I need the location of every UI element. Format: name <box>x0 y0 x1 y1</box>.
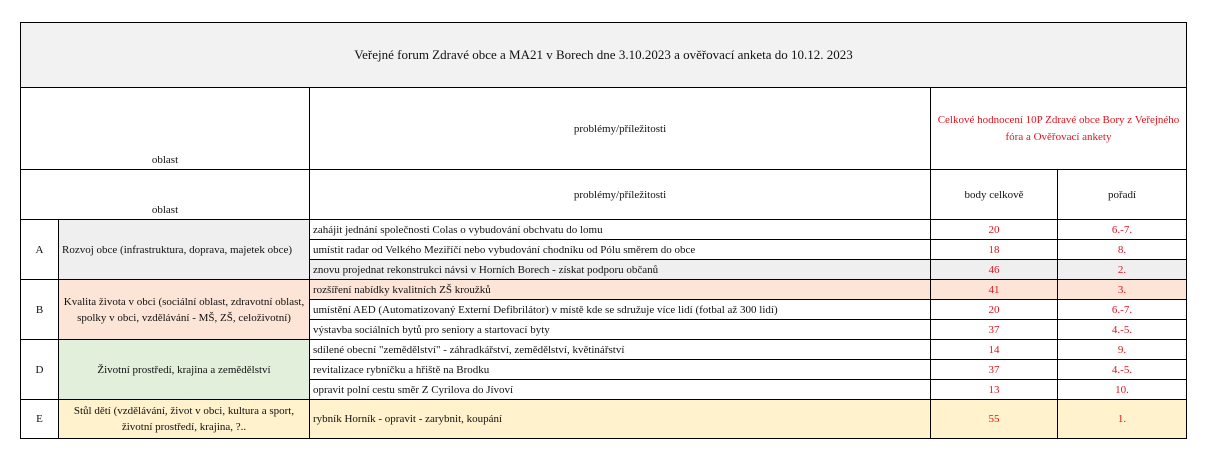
results-table <box>20 22 1187 439</box>
row-text: znovu projednat rekonstrukci návsi v Horních Borech - získat podporu občanů <box>310 260 931 280</box>
header-problemy-2: problémy/příležitosti <box>310 170 931 220</box>
header-row-1 <box>21 88 1187 170</box>
row-poradi: 6.-7. <box>1058 300 1187 320</box>
row-poradi: 2. <box>1058 260 1187 280</box>
table-row <box>21 400 1187 439</box>
row-body: 55 <box>931 400 1058 439</box>
table-row <box>21 340 1187 360</box>
title-row <box>21 23 1187 88</box>
table-row <box>21 280 1187 300</box>
section-letter: D <box>21 340 59 400</box>
table-title: Veřejné forum Zdravé obce a MA21 v Borech dne 3.10.2023 a ověřovací anketa do 10.12. 2023 <box>21 23 1187 88</box>
row-text: umístění AED (Automatizovaný Externí Defibrilátor) v místě kde se sdružuje více lidí (fotbal až 300 lidí) <box>310 300 931 320</box>
row-poradi: 3. <box>1058 280 1187 300</box>
row-poradi: 10. <box>1058 380 1187 400</box>
row-poradi: 4.-5. <box>1058 320 1187 340</box>
row-poradi: 1. <box>1058 400 1187 439</box>
row-text: opravit polní cestu směr Z Cyrilova do Jívoví <box>310 380 931 400</box>
spreadsheet <box>20 22 1186 439</box>
section-letter: A <box>21 220 59 280</box>
table-row <box>21 220 1187 240</box>
row-poradi: 9. <box>1058 340 1187 360</box>
header-body-celkove: body celkově <box>931 170 1058 220</box>
row-text: umístit radar od Velkého Meziříčí nebo vybudování chodníku od Pólu směrem do obce <box>310 240 931 260</box>
row-text: sdílené obecní "zemědělství" - záhradkářství, zemědělství, květinářství <box>310 340 931 360</box>
row-text: výstavba sociálních bytů pro seniory a startovací byty <box>310 320 931 340</box>
section-area: Životní prostředí, krajina a zemědělství <box>59 340 310 400</box>
header-celkove-hodnoceni: Celkové hodnocení 10P Zdravé obce Bory z Veřejného fóra a Ověřovací ankety <box>931 88 1187 170</box>
row-text: rybník Horník - opravit - zarybnit, koupání <box>310 400 931 439</box>
row-body: 41 <box>931 280 1058 300</box>
row-body: 18 <box>931 240 1058 260</box>
header-poradi: pořadí <box>1058 170 1187 220</box>
row-poradi: 6.-7. <box>1058 220 1187 240</box>
section-letter: E <box>21 400 59 439</box>
row-body: 20 <box>931 300 1058 320</box>
row-text: zahájit jednání společnosti Colas o vybudování obchvatu do lomu <box>310 220 931 240</box>
row-body: 13 <box>931 380 1058 400</box>
row-body: 14 <box>931 340 1058 360</box>
row-body: 37 <box>931 320 1058 340</box>
row-poradi: 8. <box>1058 240 1187 260</box>
row-body: 37 <box>931 360 1058 380</box>
row-body: 20 <box>931 220 1058 240</box>
section-letter: B <box>21 280 59 340</box>
section-area: Stůl dětí (vzdělávání, život v obci, kultura a sport, životní prostředí, krajina, ?.. <box>59 400 310 439</box>
header-problemy-1: problémy/příležitosti <box>310 88 931 170</box>
header-row-2 <box>21 170 1187 220</box>
row-text: rozšíření nabídky kvalitních ZŠ kroužků <box>310 280 931 300</box>
header-oblast-2: oblast <box>21 170 310 220</box>
section-area: Kvalita života v obci (sociální oblast, zdravotní oblast, spolky v obci, vzdělávání - MŠ, ZŠ, celoživotní) <box>59 280 310 340</box>
row-body: 46 <box>931 260 1058 280</box>
row-text: revitalizace rybníčku a hřiště na Brodku <box>310 360 931 380</box>
section-area: Rozvoj obce (infrastruktura, doprava, majetek obce) <box>59 220 310 280</box>
row-poradi: 4.-5. <box>1058 360 1187 380</box>
header-oblast-1: oblast <box>21 88 310 170</box>
